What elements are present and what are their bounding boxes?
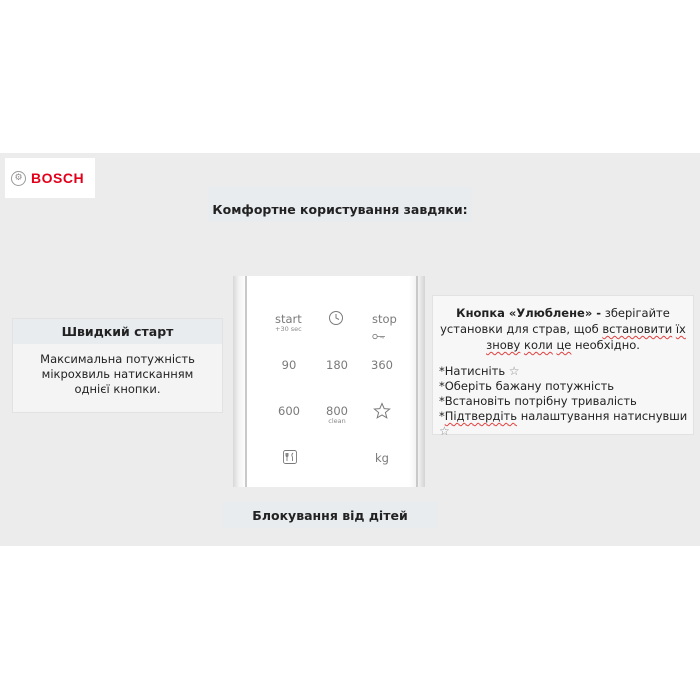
- clock-key[interactable]: [327, 310, 345, 330]
- control-panel: [233, 276, 425, 487]
- favorite-key[interactable]: [372, 402, 392, 424]
- step-item: [439, 364, 693, 379]
- favorite-desc-part: коли: [524, 338, 553, 352]
- power-800-key[interactable]: [323, 405, 351, 425]
- key-lock-icon: [372, 333, 386, 340]
- step-text: *Натисніть: [439, 364, 506, 378]
- panel-right-edge: [416, 276, 418, 487]
- favorite-desc-part: необхідно.: [575, 338, 640, 352]
- star-icon: ☆: [439, 424, 450, 438]
- favorite-desc-part: їх: [675, 322, 686, 336]
- quick-start-card: [12, 318, 223, 413]
- fork-knife-icon: [282, 449, 298, 465]
- power-180-key[interactable]: [324, 359, 350, 371]
- favorite-steps: [433, 364, 693, 439]
- stop-key[interactable]: [372, 313, 396, 344]
- favorite-intro: [433, 296, 693, 353]
- favorite-title: Кнопка «Улюблене» -: [456, 306, 602, 320]
- step-text: налаштування натиснувши: [520, 409, 688, 423]
- brand-name: BOSCH: [31, 170, 85, 186]
- star-icon: ☆: [508, 364, 520, 378]
- bosch-logo: [5, 158, 95, 198]
- child-lock-label: Блокування від дітей: [222, 502, 438, 528]
- start-key-sublabel: +30 sec: [275, 325, 302, 333]
- step-item: *Встановіть потрібну тривалість: [439, 394, 637, 408]
- panel-left-edge: [245, 276, 247, 487]
- start-key[interactable]: [275, 313, 305, 333]
- power-360-key[interactable]: [369, 359, 395, 371]
- step-item: [439, 409, 693, 439]
- step-text: *: [439, 409, 445, 423]
- power-360-label: 360: [371, 358, 393, 372]
- auto-program-key[interactable]: [282, 449, 298, 469]
- headline: Комфортне користування завдяки:: [208, 187, 472, 222]
- favorite-desc-part: це: [556, 338, 572, 352]
- quick-start-title: Швидкий старт: [13, 319, 222, 344]
- start-key-label: start: [275, 312, 302, 326]
- bosch-armature-icon: ⚙: [11, 171, 26, 186]
- power-90-label: 90: [281, 358, 297, 372]
- quick-start-description: Максимальна потужність мікрохвиль натисканням однієї кнопки.: [40, 352, 195, 396]
- clock-icon: [328, 310, 344, 326]
- favorite-desc-part: установки для страв, щоб: [440, 322, 599, 336]
- power-600-label: 600: [278, 404, 300, 418]
- clean-sublabel: clean: [328, 417, 346, 425]
- favorite-desc-part: знову: [486, 338, 521, 352]
- step-item: *Оберіть бажану потужність: [439, 379, 615, 393]
- favorite-card: [432, 295, 694, 438]
- power-90-key[interactable]: [277, 359, 301, 371]
- favorite-desc-part: зберігайте: [604, 306, 670, 320]
- star-icon: [373, 402, 391, 420]
- weight-key[interactable]: [371, 452, 393, 464]
- stop-key-label: stop: [372, 312, 397, 326]
- power-600-key[interactable]: [276, 405, 302, 417]
- weight-key-label: kg: [375, 451, 389, 465]
- favorite-desc-part: встановити: [602, 322, 673, 336]
- power-180-label: 180: [326, 358, 348, 372]
- power-800-label: 800: [326, 404, 348, 418]
- step-text: Підтвердіть: [444, 409, 518, 423]
